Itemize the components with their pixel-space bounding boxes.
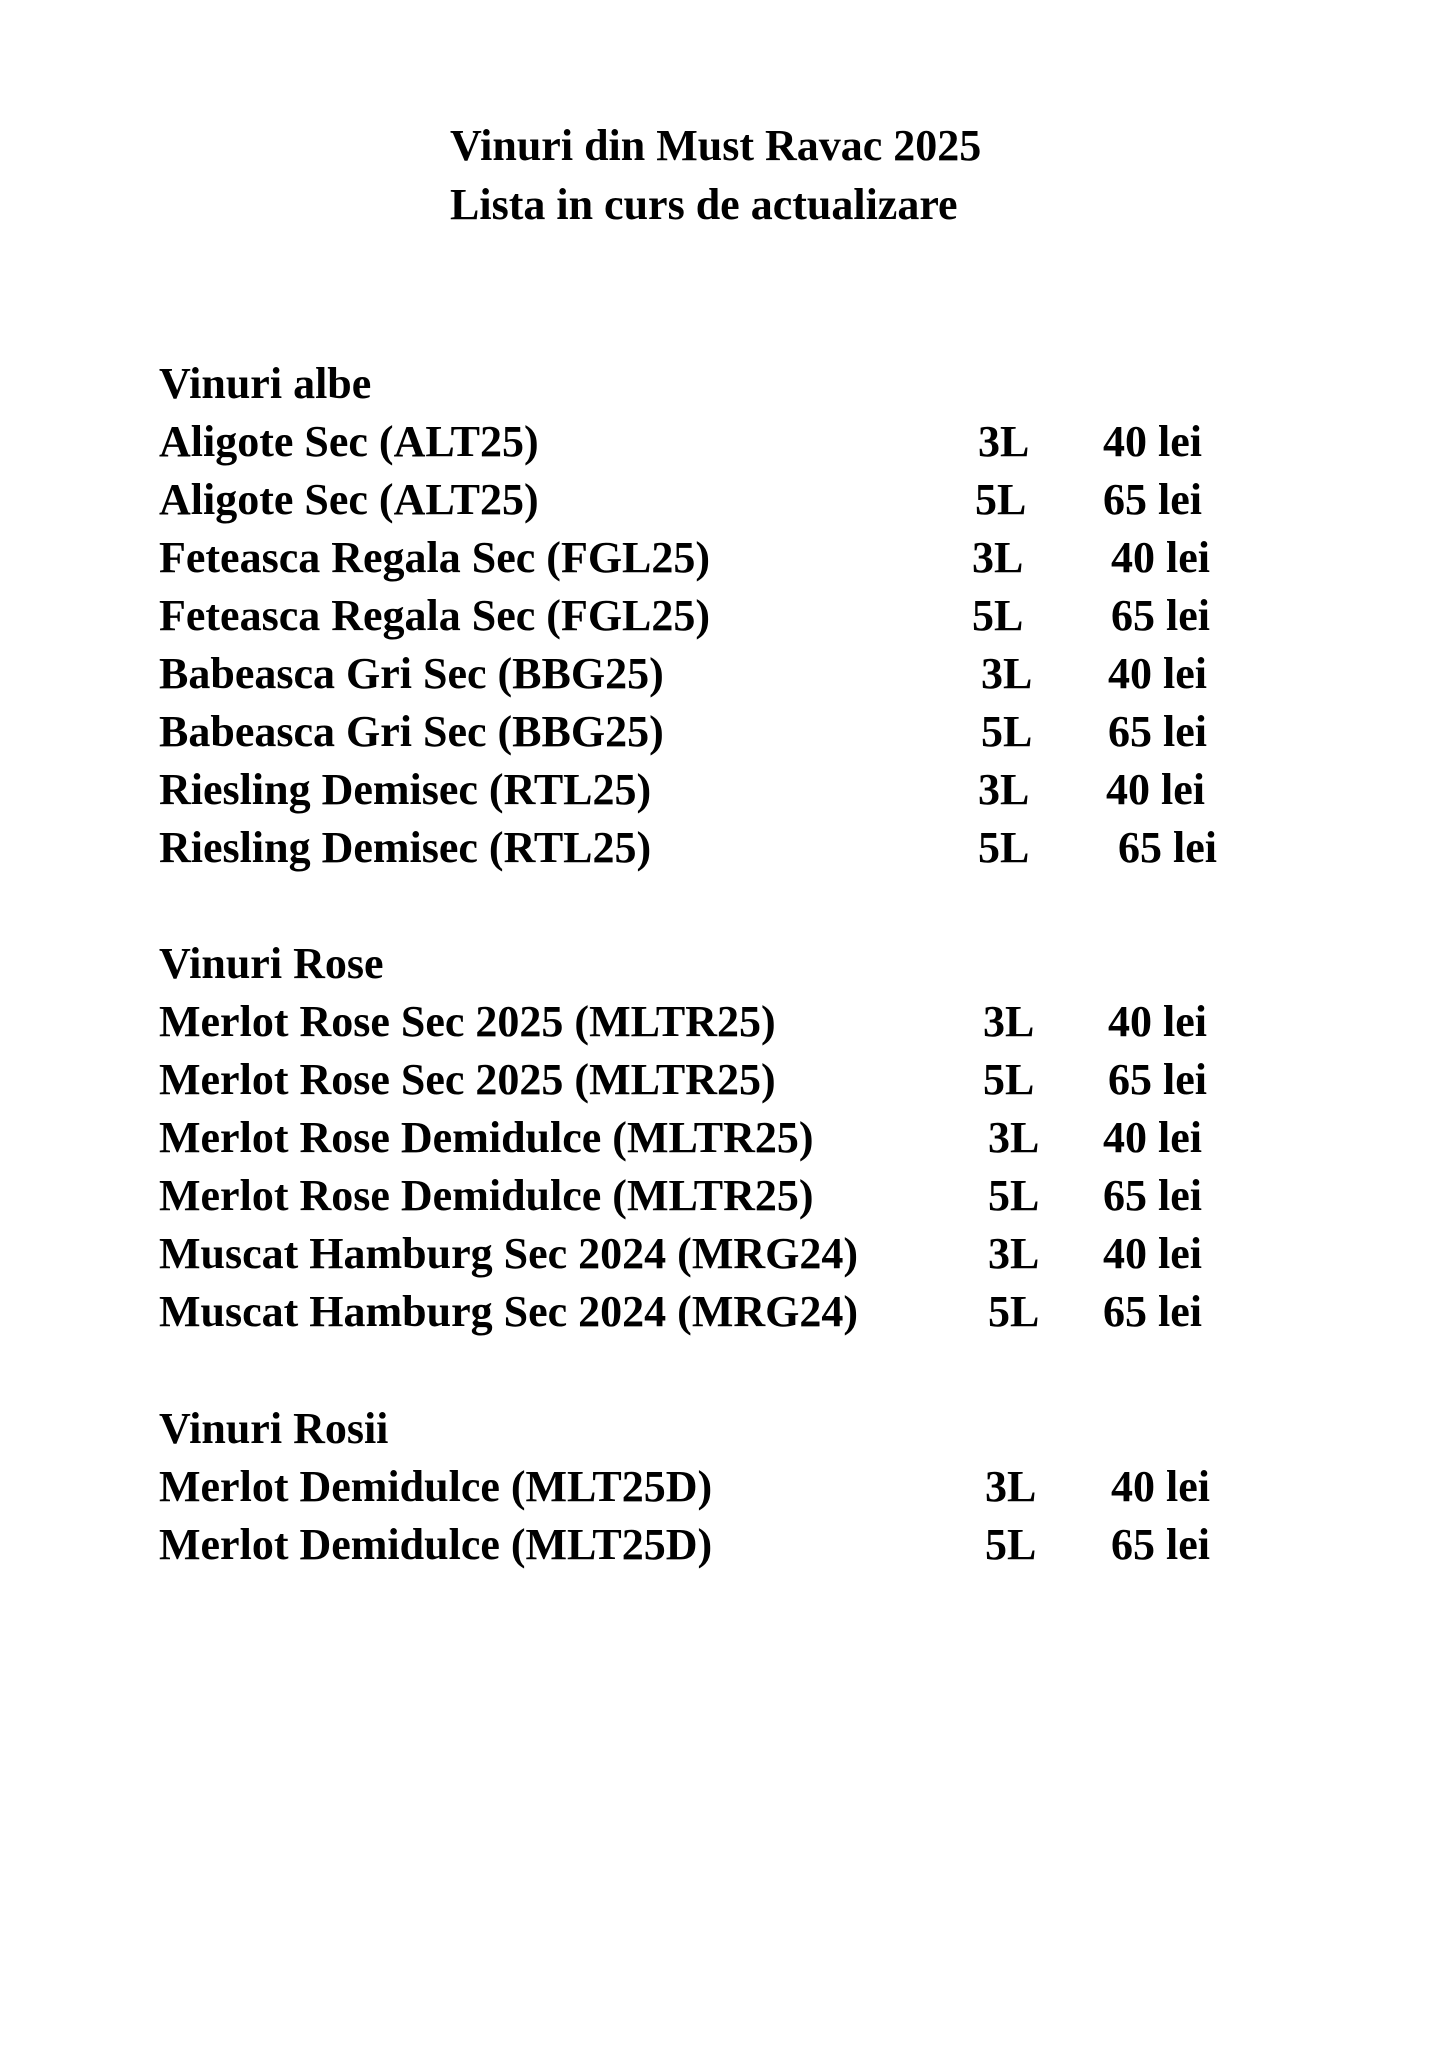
list-item [0,471,1456,529]
list-item [0,645,1456,703]
wine-name: Merlot Rose Sec 2025 (MLTR25) [159,997,776,1046]
wine-name: Merlot Rose Demidulce (MLTR25) [159,1171,814,1220]
wine-price: 65 lei [1111,1520,1210,1569]
wine-name: Aligote Sec (ALT25) [159,417,539,466]
wine-volume: 5L [988,1287,1040,1336]
list-item [0,1225,1456,1283]
wine-name: Merlot Demidulce (MLT25D) [159,1462,713,1511]
wine-price: 65 lei [1103,475,1202,524]
wine-name: Babeasca Gri Sec (BBG25) [159,649,664,698]
wine-name: Riesling Demisec (RTL25) [159,823,652,872]
wine-volume: 5L [978,823,1030,872]
wine-volume: 3L [981,649,1033,698]
wine-volume: 5L [981,707,1033,756]
wine-name: Muscat Hamburg Sec 2024 (MRG24) [159,1287,859,1336]
page-title [450,116,981,234]
wine-name: Babeasca Gri Sec (BBG25) [159,707,664,756]
title-line-1: Vinuri din Must Ravac 2025 [450,121,982,170]
wine-price: 65 lei [1118,823,1217,872]
list-item [0,703,1456,761]
wine-price: 40 lei [1103,1113,1202,1162]
wine-name: Merlot Demidulce (MLT25D) [159,1520,713,1569]
wine-name: Merlot Rose Sec 2025 (MLTR25) [159,1055,776,1104]
list-item [0,1109,1456,1167]
wine-price: 40 lei [1103,1229,1202,1278]
wine-price: 40 lei [1103,417,1202,466]
wine-volume: 3L [983,997,1035,1046]
list-item [0,529,1456,587]
list-item [0,1167,1456,1225]
wine-volume: 3L [978,417,1030,466]
list-item [0,413,1456,471]
wine-volume: 3L [978,765,1030,814]
wine-price: 65 lei [1103,1171,1202,1220]
wine-price: 65 lei [1103,1287,1202,1336]
title-line-2: Lista in curs de actualizare [450,180,958,229]
wine-name: Riesling Demisec (RTL25) [159,765,652,814]
list-item [0,587,1456,645]
wine-volume: 3L [988,1229,1040,1278]
wine-price: 65 lei [1108,1055,1207,1104]
wine-volume: 3L [988,1113,1040,1162]
wine-price: 40 lei [1106,765,1205,814]
wine-volume: 5L [988,1171,1040,1220]
section-heading-white-wines: Vinuri albe [159,359,372,408]
wine-price: 40 lei [1108,997,1207,1046]
list-item [0,1283,1456,1341]
wine-price: 40 lei [1111,1462,1210,1511]
wine-volume: 5L [972,591,1024,640]
list-item [0,993,1456,1051]
list-item [0,1458,1456,1516]
wine-volume: 3L [972,533,1024,582]
wine-volume: 5L [983,1055,1035,1104]
wine-price: 40 lei [1111,533,1210,582]
list-item [0,1516,1456,1574]
wine-price: 65 lei [1111,591,1210,640]
list-item [0,1051,1456,1109]
wine-name: Feteasca Regala Sec (FGL25) [159,533,711,582]
wine-volume: 3L [985,1462,1037,1511]
section-heading-red-wines: Vinuri Rosii [159,1404,389,1453]
wine-volume: 5L [985,1520,1037,1569]
wine-name: Merlot Rose Demidulce (MLTR25) [159,1113,814,1162]
wine-name: Muscat Hamburg Sec 2024 (MRG24) [159,1229,859,1278]
wine-price: 65 lei [1108,707,1207,756]
wine-price: 40 lei [1108,649,1207,698]
section-heading-rose-wines: Vinuri Rose [159,939,384,988]
wine-volume: 5L [975,475,1027,524]
list-item [0,761,1456,819]
wine-name: Aligote Sec (ALT25) [159,475,539,524]
list-item [0,819,1456,877]
wine-name: Feteasca Regala Sec (FGL25) [159,591,711,640]
